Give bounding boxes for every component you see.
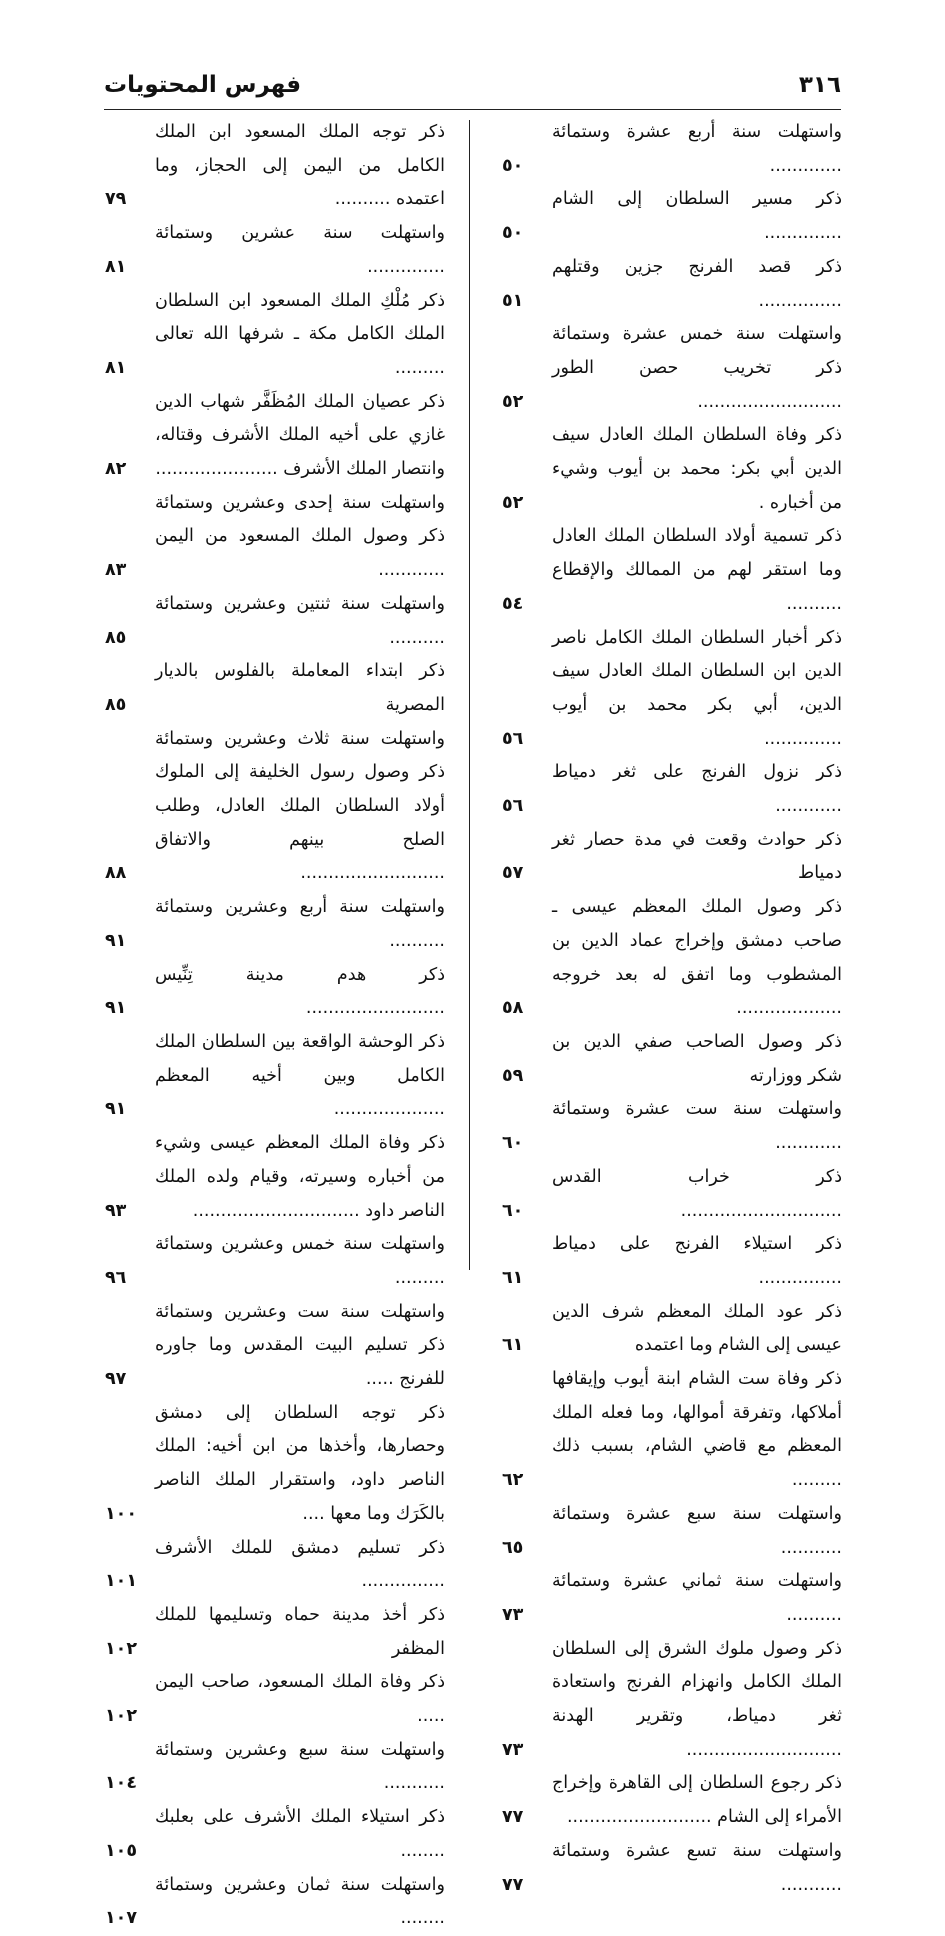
toc-entry [502,251,842,318]
toc-entry-page: ٩١ [105,998,127,1019]
toc-entry [502,1296,842,1363]
toc-entry-title: واستهلت سنة ست وعشرين وستمائة ذكر تسليم البيت المقدس وما جاوره للفرنج ..... [155,1301,445,1390]
toc-entry-page: ١٠٤ [105,1773,138,1794]
toc-entry [105,285,445,386]
toc-entry-title: واستهلت سنة أربع وعشرين وستمائة .......... [155,897,445,951]
toc-entry-page: ٥٢ [502,492,524,513]
toc-entry-title: واستهلت سنة تسع عشرة وستمائة ........... [552,1840,842,1895]
toc-entry-page: ١٠٢ [105,1706,138,1727]
toc-entry-title: واستهلت سنة ست عشرة وستمائة ............ [552,1099,842,1154]
toc-entry-title: واستهلت سنة سبع عشرة وستمائة ........... [552,1503,842,1558]
toc-entry [502,318,842,419]
toc-entry [105,723,445,892]
toc-entry-page: ٩٦ [105,1267,127,1288]
toc-entry-page: ٥٤ [502,593,524,614]
toc-entry-page: ٩١ [105,1099,127,1120]
toc-entry-title: واستهلت سنة عشرين وستمائة .............. [155,223,445,277]
toc-entry-page: ٨٥ [105,694,127,715]
toc-entry [502,891,842,1026]
toc-entry [502,824,842,891]
toc-entry-page: ٨٨ [105,863,127,884]
toc-entry [105,1532,445,1599]
toc-entry [502,622,842,757]
toc-entry-page: ٦٠ [502,1200,524,1221]
toc-entry [105,386,445,487]
toc-entry [105,487,445,588]
toc-entry-page: ٥٠ [502,223,524,244]
toc-entry-title: ذكر خراب القدس ............................. [552,1166,842,1221]
toc-entry [105,1397,445,1532]
toc-entry [105,1666,445,1733]
toc-entry-page: ١٠٥ [105,1840,138,1861]
toc-entry [502,1633,842,1768]
toc-entry-title: واستهلت سنة إحدى وعشرين وستمائة ذكر وصول الملك المسعود من اليمن ............ [155,492,445,581]
toc-entry-page: ٧٩ [105,189,127,210]
toc-entry [105,1026,445,1127]
toc-entry-title: ذكر توجه الملك المسعود ابن الملك الكامل من اليمن إلى الحجاز، وما اعتمده .......... [155,122,445,210]
column-divider [469,120,470,1270]
toc-entry-page: ٥٩ [502,1065,524,1086]
toc-entry-title: ذكر وفاة الملك المعظم عيسى وشيء من أخباره وسيرته، وقيام ولده الملك الناصر داود .............................. [155,1133,445,1221]
toc-entry [105,588,445,655]
toc-entry-page: ١٠٢ [105,1638,138,1659]
page-number: ٣١٦ [798,72,841,98]
toc-entry-title: واستهلت سنة ثماني عشرة وستمائة .......... [552,1571,842,1625]
page-header [104,72,841,106]
toc-entry-title: ذكر حوادث وقعت في مدة حصار ثغر دمياط [552,829,842,884]
toc-column-right [502,116,842,1902]
toc-entry-title: واستهلت سنة ثنتين وعشرين وستمائة .......... [155,593,445,648]
toc-entry-page: ٥٦ [502,796,524,817]
toc-entry-page: ٩١ [105,930,127,951]
toc-entry-page: ٩٣ [105,1200,127,1221]
toc-entry-title: واستهلت سنة خمس وعشرين وستمائة ......... [155,1234,445,1288]
toc-entry-title: واستهلت سنة خمس عشرة وستمائة ذكر تخريب حصن الطور .......................... [552,324,842,412]
page-title: فهرس المحتويات [104,72,302,98]
toc-entry [105,1801,445,1868]
toc-entry [105,959,445,1026]
toc-entry [502,1767,842,1834]
toc-entry-title: ذكر توجه السلطان إلى دمشق وحصارها، وأخذها من ابن أخيه: الملك الناصر داود، واستقرار الملك الناصر بالكَرَك وما معها .... [155,1402,445,1524]
toc-entry [502,116,842,183]
toc-entry-title: ذكر عود الملك المعظم شرف الدين عيسى إلى الشام وما اعتمده [552,1301,842,1356]
toc-entry-page: ٥٧ [502,863,524,884]
toc-entry-page: ٨٣ [105,560,127,581]
header-rule [104,109,841,110]
toc-entry-title: ذكر وفاة الملك المسعود، صاحب اليمن ..... [155,1672,445,1727]
toc-entry [502,1093,842,1160]
toc-entry [502,183,842,250]
toc-entry-title: واستهلت سنة ثمان وعشرين وستمائة ........ [155,1874,445,1929]
toc-entry-page: ٥٨ [502,998,524,1019]
toc-entry-page: ٨٢ [105,459,127,480]
toc-entry-page: ١٠٠ [105,1503,138,1524]
toc-entry [105,217,445,284]
toc-entry [502,1565,842,1632]
toc-entry-title: ذكر وفاة ست الشام ابنة أيوب وإيقافها أملاكها، وتفرقة أموالها، وما فعله الملك المعظم مع قاضي الشام، بسبب ذلك ......... [552,1369,842,1491]
toc-entry [105,1127,445,1228]
toc-entry-page: ٧٣ [502,1604,524,1625]
toc-entry [105,891,445,958]
toc-entry-title: ذكر هدم مدينة تِنِّيس ......................... [155,964,445,1019]
toc-entry-title: ذكر أخبار السلطان الملك الكامل ناصر الدين ابن السلطان الملك العادل سيف الدين، أبي بكر محمد بن أيوب .............. [552,627,842,749]
toc-entry-title: ذكر وصول الملك المعظم عيسى ـ صاحب دمشق وإخراج عماد الدين بن المشطوب وما اتفق له بعد خروجه ................... [552,897,842,1019]
toc-entry-page: ٩٧ [105,1369,127,1390]
toc-entry [502,1363,842,1498]
toc-entry-page: ٦٠ [502,1133,524,1154]
toc-entry-page: ٥٦ [502,728,524,749]
toc-entry-page: ٧٣ [502,1739,524,1760]
toc-entry-title: ذكر مسير السلطان إلى الشام .............. [552,189,842,244]
toc-entry-title: واستهلت سنة أربع عشرة وستمائة ............. [552,122,842,176]
toc-entry-page: ٦٥ [502,1537,524,1558]
toc-entry [105,1599,445,1666]
toc-entry [502,1026,842,1093]
toc-entry-page: ٧٧ [502,1807,524,1828]
toc-entry-page: ٧٧ [502,1874,524,1895]
toc-entry-page: ٥١ [502,290,524,311]
toc-entry-title: ذكر وفاة السلطان الملك العادل سيف الدين أبي بكر: محمد بن أيوب وشيء من أخباره . [552,425,842,513]
toc-entry-title: ذكر أخذ مدينة حماه وتسليمها للملك المظفر [155,1604,445,1659]
toc-entry-title: واستهلت سنة ثلاث وعشرين وستمائة ذكر وصول رسول الخليفة إلى الملوك أولاد السلطان الملك العادل، وطلب الصلح بينهم والاتفاق .......................... [155,728,445,884]
toc-entry [502,1161,842,1228]
toc-entry-page: ٥٠ [502,155,524,176]
toc-entry [105,1734,445,1801]
toc-entry-title: ذكر نزول الفرنج على ثغر دمياط ............ [552,762,842,817]
toc-column-left [105,116,445,1936]
toc-entry-title: ذكر رجوع السلطان إلى القاهرة وإخراج الأمراء إلى الشام .......................... [552,1773,842,1828]
toc-entry-title: ذكر ابتداء المعاملة بالفلوس بالديار المصرية [155,661,445,715]
toc-entry-page: ٥٢ [502,391,524,412]
toc-entry-page: ١٠٧ [105,1908,138,1929]
toc-entry [105,655,445,722]
toc-entry-title: ذكر الوحشة الواقعة بين السلطان الملك الكامل وبين أخيه المعظم .................... [155,1031,445,1120]
toc-entry-page: ٨١ [105,256,127,277]
toc-entry-title: ذكر استيلاء الملك الأشرف على بعلبك ........ [155,1807,445,1861]
toc-entry [502,520,842,621]
toc-entry-page: ٨٥ [105,627,127,648]
toc-entry-title: ذكر عصيان الملك المُظَفَّر شهاب الدين غازي على أخيه الملك الأشرف وقتاله، وانتصار الملك الأشرف ...................... [155,391,445,480]
toc-entry [502,1835,842,1902]
toc-entry [105,116,445,217]
toc-entry-title: ذكر تسمية أولاد السلطان الملك العادل وما استقر لهم من الممالك والإقطاع .......... [552,526,842,614]
toc-entry-title: ذكر استيلاء الفرنج على دمياط ............... [552,1234,842,1288]
toc-entry-page: ١٠١ [105,1571,138,1592]
toc-entry-title: ذكر وصول ملوك الشرق إلى السلطان الملك الكامل وانهزام الفرنج واستعادة ثغر دمياط، وتقرير الهدنة ............................ [552,1638,842,1760]
toc-entry [105,1228,445,1295]
toc-entry-title: ذكر تسليم دمشق للملك الأشرف ............... [155,1537,445,1592]
toc-entry-page: ٦١ [502,1267,524,1288]
toc-entry [105,1869,445,1936]
toc-entry-title: واستهلت سنة سبع وعشرين وستمائة ........... [155,1739,445,1794]
toc-entry-page: ٦١ [502,1335,524,1356]
toc-entry-title: ذكر وصول الصاحب صفي الدين بن شكر ووزارته [552,1031,842,1086]
toc-entry-title: ذكر قصد الفرنج جزين وقتلهم ............... [552,256,842,311]
toc-entry [502,1498,842,1565]
toc-entry-title: ذكر مُلْكِ الملك المسعود ابن السلطان الملك الكامل مكة ـ شرفها الله تعالى ......... [155,290,445,378]
toc-entry [502,756,842,823]
toc-entry [502,1228,842,1295]
toc-entry [502,419,842,520]
toc-entry-page: ٨١ [105,357,127,378]
toc-entry [105,1296,445,1397]
toc-entry-page: ٦٢ [502,1470,524,1491]
